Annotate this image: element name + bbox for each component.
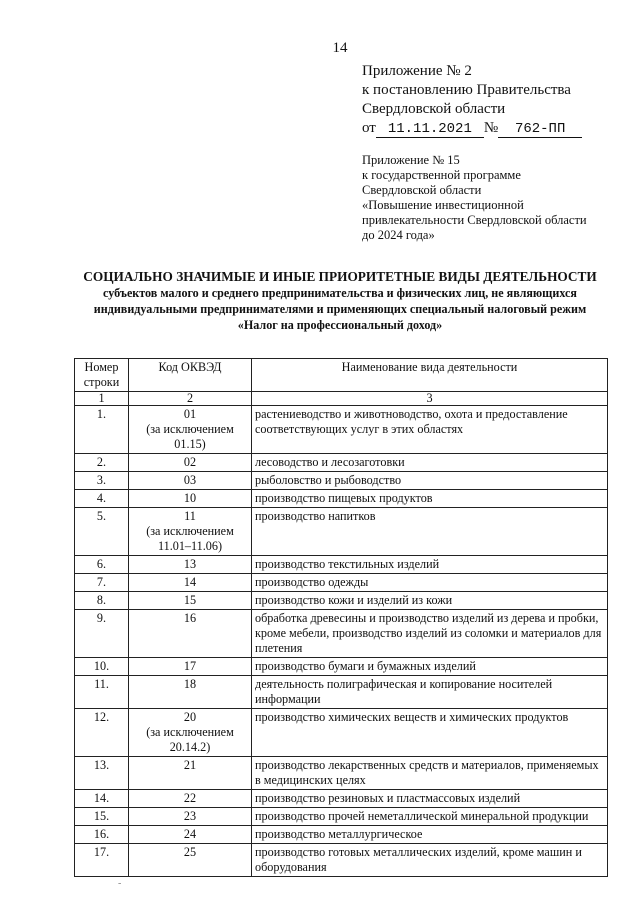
activities-table: [74, 358, 608, 877]
table-row: [75, 574, 608, 592]
okved-code-cell: [129, 826, 252, 844]
header-row-number: [75, 359, 129, 392]
okved-code-note: (за исключением: [146, 524, 234, 538]
activity-name: производство одежды: [252, 574, 608, 592]
activity-name: производство бумаги и бумажных изделий: [252, 658, 608, 676]
okved-code-cell: [129, 574, 252, 592]
row-number: 13.: [75, 757, 129, 790]
appendix-main-line2: к постановлению Правительства: [362, 82, 571, 98]
okved-code-cell: [129, 592, 252, 610]
activity-name: производство лекарственных средств и материалов, применяемых в медицинских целях: [252, 757, 608, 790]
row-number: 11.: [75, 676, 129, 709]
appendix-program-line6: до 2024 года»: [362, 228, 435, 242]
table-row: [75, 709, 608, 757]
okved-code: 03: [183, 473, 197, 487]
row-number: 7.: [75, 574, 129, 592]
okved-code-cell: [129, 610, 252, 658]
okved-code: 15: [183, 593, 197, 607]
appendix-main-line1: Приложение № 2: [362, 63, 472, 79]
okved-code-cell: [129, 472, 252, 490]
appendix-main-line3: Свердловской области: [362, 101, 506, 117]
okved-code: 22: [183, 791, 197, 805]
table-row: [75, 556, 608, 574]
header-activity-name: Наименование вида деятельности: [252, 359, 608, 392]
okved-code-cell: [129, 490, 252, 508]
page-number: 14: [332, 40, 348, 56]
okved-code-note: (за исключением: [146, 422, 234, 436]
activity-name: обработка древесины и производство изделий из дерева и пробки, кроме мебели, производство изделий из соломки и материалов для плетения: [252, 610, 608, 658]
row-number: 8.: [75, 592, 129, 610]
appendix-program-line3: Свердловской области: [362, 183, 482, 197]
table-row: [75, 454, 608, 472]
okved-code-cell: [129, 808, 252, 826]
row-number: 14.: [75, 790, 129, 808]
okved-code-cell: [129, 406, 252, 454]
activity-name: производство прочей неметаллической минеральной продукции: [252, 808, 608, 826]
okved-code-cell: [129, 508, 252, 556]
appendix-main: [362, 62, 582, 138]
okved-code-cell: [129, 676, 252, 709]
okved-code: 25: [183, 845, 197, 859]
okved-code-cell: [129, 709, 252, 757]
row-number: 12.: [75, 709, 129, 757]
appendix-program-line4: «Повышение инвестиционной: [362, 198, 524, 212]
activity-name: производство текстильных изделий: [252, 556, 608, 574]
okved-code-note: (за исключением: [146, 725, 234, 739]
okved-code-cell: [129, 658, 252, 676]
okved-code-cell: [129, 790, 252, 808]
okved-code-cell: [129, 454, 252, 472]
okved-code: 18: [183, 677, 197, 691]
activity-name: лесоводство и лесозаготовки: [252, 454, 608, 472]
scan-mark: -: [118, 878, 122, 889]
okved-code: 11: [184, 509, 196, 523]
activity-name: производство готовых металлических изделий, кроме машин и оборудования: [252, 844, 608, 877]
table-header-row: [75, 359, 608, 392]
row-number: 4.: [75, 490, 129, 508]
table-row: [75, 508, 608, 556]
okved-code-note: 01.15): [174, 437, 206, 451]
row-number: 16.: [75, 826, 129, 844]
appendix-program-line5: привлекательности Свердловской области: [362, 213, 587, 227]
table-row: [75, 676, 608, 709]
row-number: 5.: [75, 508, 129, 556]
table-row: [75, 808, 608, 826]
row-number: 10.: [75, 658, 129, 676]
decree-date-line: [362, 119, 582, 138]
date-prefix: от: [362, 120, 376, 136]
row-number: 1.: [75, 406, 129, 454]
activity-name: производство кожи и изделий из кожи: [252, 592, 608, 610]
table-row: [75, 658, 608, 676]
okved-code: 17: [183, 659, 197, 673]
activity-name: рыболовство и рыбоводство: [252, 472, 608, 490]
table-row: [75, 490, 608, 508]
okved-code: 01: [183, 407, 197, 421]
activity-name: производство резиновых и пластмассовых изделий: [252, 790, 608, 808]
row-number: 9.: [75, 610, 129, 658]
row-number: 3.: [75, 472, 129, 490]
row-number: 15.: [75, 808, 129, 826]
header-number-line2: строки: [83, 375, 120, 389]
heading-subtitle-2: индивидуальными предпринимателями и применяющих специальный налоговый режим: [93, 302, 587, 316]
okved-code: 13: [183, 557, 197, 571]
number-prefix: №: [483, 120, 499, 136]
heading-subtitle-1: субъектов малого и среднего предпринимательства и физических лиц, не являющихся: [103, 286, 577, 300]
heading-subtitle-3: «Налог на профессиональный доход»: [237, 318, 443, 332]
table-row: [75, 472, 608, 490]
okved-code: 14: [183, 575, 197, 589]
row-number: 6.: [75, 556, 129, 574]
header-okved-code: Код ОКВЭД: [129, 359, 252, 392]
activity-name: деятельность полиграфическая и копирование носителей информации: [252, 676, 608, 709]
decree-date: 11.11.2021: [376, 121, 484, 138]
appendix-program-line2: к государственной программе: [362, 168, 521, 182]
activity-name: производство напитков: [252, 508, 608, 556]
activity-name: растениеводство и животноводство, охота и предоставление соответствующих услуг в этих областях: [252, 406, 608, 454]
column-number: 3: [252, 392, 608, 406]
okved-code: 16: [183, 611, 197, 625]
activity-name: производство пищевых продуктов: [252, 490, 608, 508]
okved-code-cell: [129, 757, 252, 790]
okved-code: 10: [183, 491, 197, 505]
table-row: [75, 592, 608, 610]
decree-number: 762-ПП: [498, 121, 582, 138]
okved-code: 24: [183, 827, 197, 841]
heading-title: СОЦИАЛЬНО ЗНАЧИМЫЕ И ИНЫЕ ПРИОРИТЕТНЫЕ ВИДЫ ДЕЯТЕЛЬНОСТИ: [83, 269, 597, 284]
column-number: 2: [129, 392, 252, 406]
okved-code: 20: [183, 710, 197, 724]
table-row: [75, 757, 608, 790]
table-row: [75, 406, 608, 454]
activity-name: производство химических веществ и химических продуктов: [252, 709, 608, 757]
row-number: 17.: [75, 844, 129, 877]
okved-code-cell: [129, 556, 252, 574]
table-row: [75, 610, 608, 658]
document-heading: [70, 268, 610, 333]
row-number: 2.: [75, 454, 129, 472]
okved-code: 21: [183, 758, 197, 772]
okved-code: 23: [183, 809, 197, 823]
okved-code-note: 20.14.2): [169, 740, 211, 754]
appendix-program: [362, 153, 612, 243]
table-row: [75, 826, 608, 844]
activity-name: производство металлургическое: [252, 826, 608, 844]
table-row: [75, 790, 608, 808]
header-number-line1: Номер: [84, 360, 119, 374]
okved-code-cell: [129, 844, 252, 877]
okved-code-note: 11.01–11.06): [157, 539, 223, 553]
column-numbers-row: [75, 392, 608, 406]
okved-code: 02: [183, 455, 197, 469]
table-row: [75, 844, 608, 877]
appendix-program-line1: Приложение № 15: [362, 153, 460, 167]
column-number: 1: [75, 392, 129, 406]
